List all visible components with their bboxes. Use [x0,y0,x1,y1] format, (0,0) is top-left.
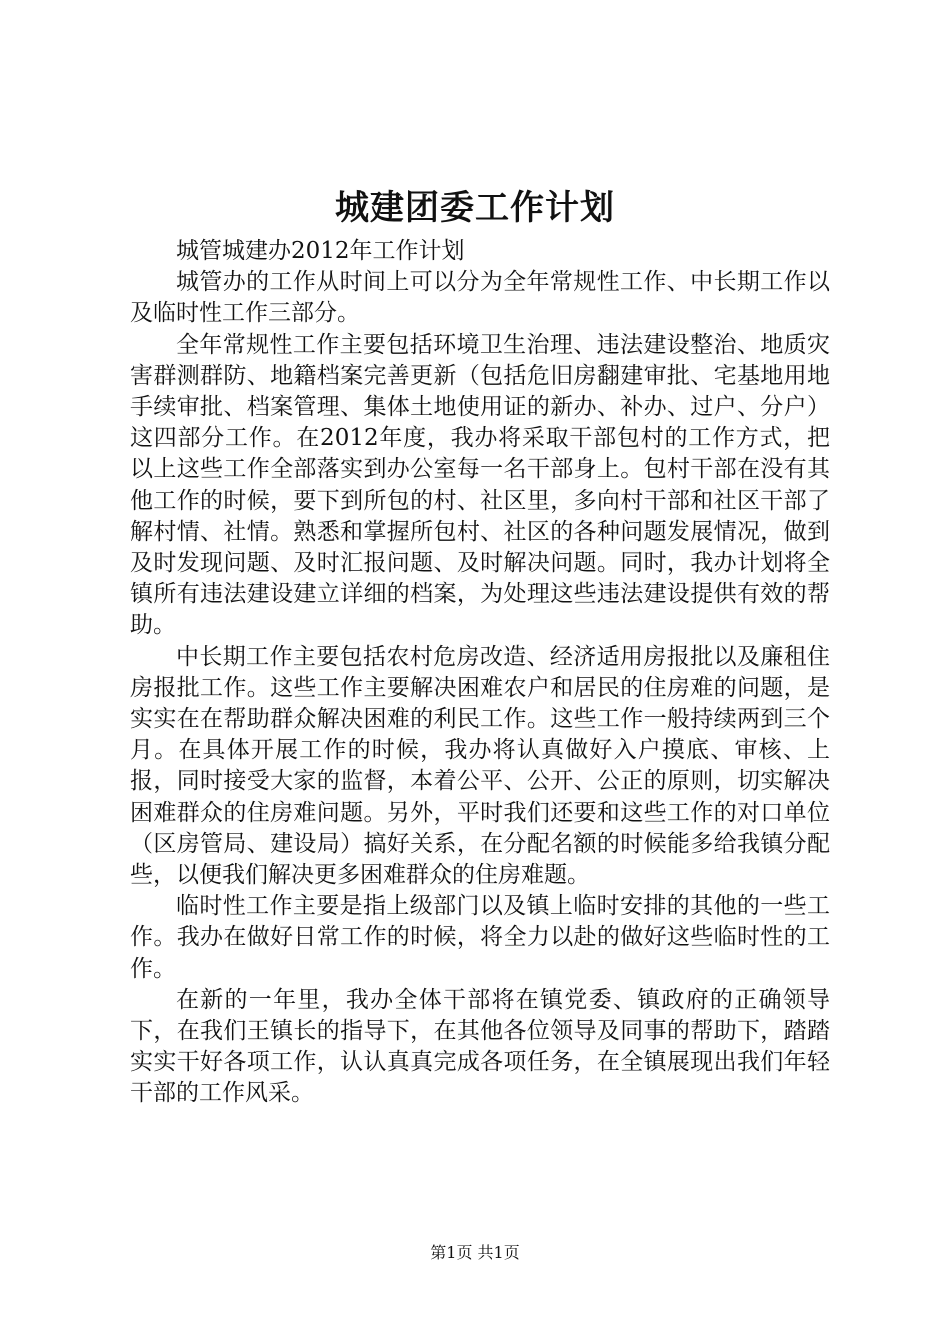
paragraph-long-term-work: 中长期工作主要包括农村危房改造、经济适用房报批以及廉租住房报批工作。这些工作主要解决困难农户和居民的住房难的问题，是实实在在帮助群众解决困难的利民工作。这些工作一般持续两到三个月。在具体开展工作的时候，我办将认真做好入户摸底、审核、上报，同时接受大家的监督，本着公平、公开、公正的原则，切实解决困难群众的住房难问题。另外，平时我们还要和这些工作的对口单位（区房管局、建设局）搞好关系，在分配名额的时候能多给我镇分配些，以便我们解决更多困难群众的住房难题。 [130,643,830,889]
paragraph-subtitle: 城管城建办2012年工作计划 [176,238,465,264]
paragraph-conclusion: 在新的一年里，我办全体干部将在镇党委、镇政府的正确领导下，在我们王镇长的指导下，在其他各位领导及同事的帮助下，踏踏实实干好各项工作，认认真真完成各项任务，在全镇展现出我们年轻干部的工作风采。 [130,986,830,1107]
paragraph-intro: 城管办的工作从时间上可以分为全年常规性工作、中长期工作以及临时性工作三部分。 [130,269,830,327]
paragraph-routine-work: 全年常规性工作主要包括环境卫生治理、违法建设整治、地质灾害群测群防、地籍档案完善更新（包括危旧房翻建审批、宅基地用地手续审批、档案管理、集体土地使用证的新办、补办、过户、分户）这四部分工作。在2012年度，我办将采取干部包村的工作方式，把以上这些工作全部落实到办公室每一名干部身上。包村干部在没有其他工作的时候，要下到所包的村、社区里，多向村干部和社区干部了解村情、社情。熟悉和掌握所包村、社区的各种问题发展情况，做到及时发现问题、及时汇报问题、及时解决问题。同时，我办计划将全镇所有违法建设建立详细的档案，为处理这些违法建设提供有效的帮助。 [130,331,830,639]
page-footer: 第1页 共1页 [430,1243,520,1262]
document-title: 城建团委工作计划 [335,188,615,228]
paragraph-temporary-work: 临时性工作主要是指上级部门以及镇上临时安排的其他的一些工作。我办在做好日常工作的时候，将全力以赴的做好这些临时性的工作。 [130,893,830,982]
document-body [130,236,830,1110]
